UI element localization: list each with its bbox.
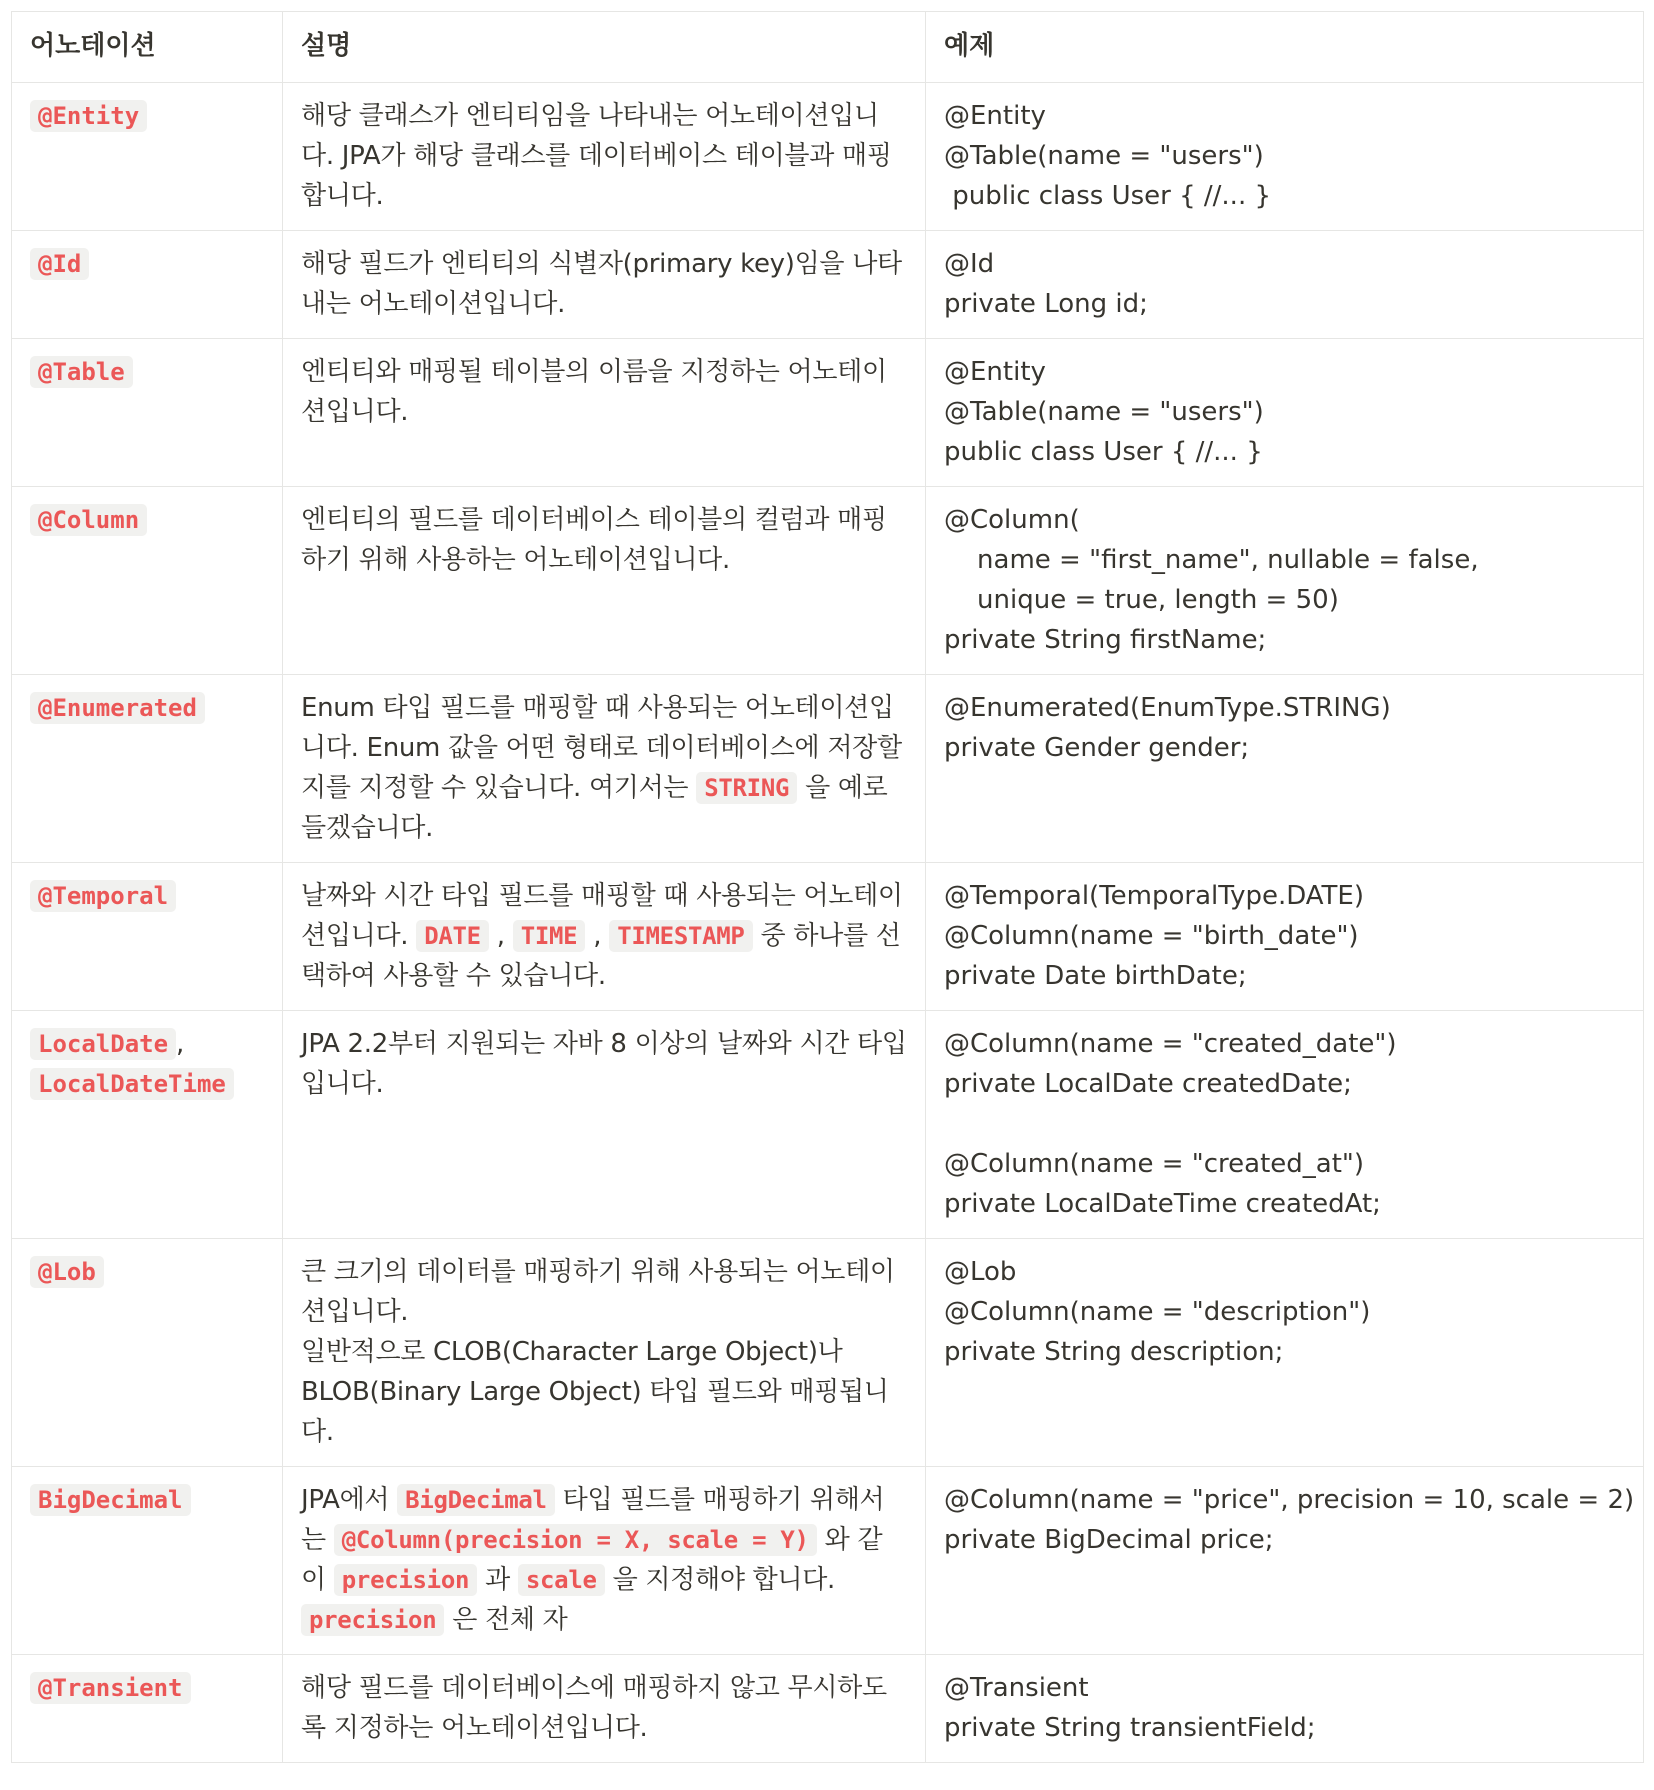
description-text: 을 예로 들겠습니다. <box>301 773 888 843</box>
example-line: @Transient <box>944 1673 1089 1703</box>
example-line: @Id <box>944 249 995 279</box>
example-cell <box>926 1239 1644 1467</box>
table-row <box>12 675 1644 863</box>
table-body <box>12 83 1644 1763</box>
header-example: 예제 <box>926 12 1644 83</box>
description-cell <box>283 1655 926 1763</box>
inline-code: precision <box>334 1564 477 1596</box>
example-line: @Column(name = "birth_date") <box>944 921 1359 951</box>
example-line: @Column(name = "price", precision = 10, scale = 2) <box>944 1485 1635 1515</box>
annotation-cell <box>12 675 283 863</box>
annotation-cell <box>12 863 283 1011</box>
description-cell <box>283 487 926 675</box>
description-text: 해당 클래스가 엔티티임을 나타내는 어노테이션입니다. JPA가 해당 클래스를 데이터베이스 테이블과 매핑합니다. <box>301 101 892 211</box>
annotation-code: @Temporal <box>30 880 176 912</box>
annotation-cell <box>12 231 283 339</box>
description-text: 와 같이 <box>301 1525 883 1595</box>
example-line: public class User { //... } <box>944 437 1263 467</box>
description-text: 날짜와 시간 타입 필드를 매핑할 때 사용되는 어노테이션입니다. <box>301 881 903 951</box>
annotation-cell <box>12 487 283 675</box>
example-cell <box>926 1467 1644 1655</box>
annotation-cell <box>12 339 283 487</box>
example-line: @Column(name = "created_date") <box>944 1029 1397 1059</box>
description-cell <box>283 339 926 487</box>
inline-code: precision <box>301 1604 444 1636</box>
header-row <box>12 12 1644 83</box>
table-row <box>12 83 1644 231</box>
inline-code: STRING <box>696 772 797 804</box>
inline-code: TIME <box>513 920 586 952</box>
example-line: unique = true, length = 50) <box>944 585 1339 615</box>
description-text: JPA 2.2부터 지원되는 자바 8 이상의 날짜와 시간 타입입니다. <box>301 1029 907 1099</box>
description-cell <box>283 83 926 231</box>
table-row <box>12 1239 1644 1467</box>
example-cell <box>926 487 1644 675</box>
annotation-code: @Entity <box>30 100 147 132</box>
description-cell <box>283 1467 926 1655</box>
annotation-code: @Transient <box>30 1672 191 1704</box>
example-cell <box>926 83 1644 231</box>
inline-code: @Column(precision = X, scale = Y) <box>334 1524 817 1556</box>
description-text: 을 지정해야 합니다. <box>604 1565 836 1595</box>
annotation-code: @Lob <box>30 1256 104 1288</box>
example-cell <box>926 231 1644 339</box>
description-text: Enum 타입 필드를 매핑할 때 사용되는 어노테이션입니다. Enum 값을 어떤 형태로 데이터베이스에 저장할지를 지정할 수 있습니다. 여기서는 <box>301 693 902 803</box>
example-cell <box>926 863 1644 1011</box>
example-line: private LocalDate createdDate; <box>944 1069 1352 1099</box>
annotation-code: BigDecimal <box>30 1484 191 1516</box>
description-text: 해당 필드를 데이터베이스에 매핑하지 않고 무시하도록 지정하는 어노테이션입니다. <box>301 1673 887 1743</box>
description-text: , <box>488 921 513 951</box>
example-cell <box>926 339 1644 487</box>
description-text: 엔티티의 필드를 데이터베이스 테이블의 컬럼과 매핑하기 위해 사용하는 어노테이션입니다. <box>301 505 887 575</box>
table-row <box>12 231 1644 339</box>
example-line: @Entity <box>944 101 1046 131</box>
example-line: @Table(name = "users") <box>944 397 1264 427</box>
description-cell <box>283 231 926 339</box>
inline-code: DATE <box>416 920 489 952</box>
annotation-cell <box>12 1467 283 1655</box>
description-text: 은 전체 자 <box>444 1605 568 1635</box>
example-line <box>944 1104 1625 1144</box>
table-row <box>12 863 1644 1011</box>
description-cell <box>283 675 926 863</box>
description-cell <box>283 1011 926 1239</box>
header-description: 설명 <box>283 12 926 83</box>
annotation-cell <box>12 1011 283 1239</box>
annotation-cell <box>12 1655 283 1763</box>
example-line: @Entity <box>944 357 1046 387</box>
annotation-code: @Enumerated <box>30 692 205 724</box>
annotation-code: LocalDateTime <box>30 1068 234 1100</box>
example-line: @Column(name = "description") <box>944 1297 1371 1327</box>
description-cell <box>283 1239 926 1467</box>
example-line: public class User { //... } <box>944 181 1272 211</box>
example-line: private String transientField; <box>944 1713 1316 1743</box>
description-text: 큰 크기의 데이터를 매핑하기 위해 사용되는 어노테이션입니다. <box>301 1257 895 1327</box>
annotation-code: @Id <box>30 248 89 280</box>
inline-code: scale <box>518 1564 605 1596</box>
annotation-cell <box>12 1239 283 1467</box>
example-line: private Date birthDate; <box>944 961 1247 991</box>
description-text: 일반적으로 CLOB(Character Large Object)나 BLOB(Binary Large Object) 타입 필드와 매핑됩니다. <box>301 1337 889 1447</box>
annotation-code: @Column <box>30 504 147 536</box>
example-line: @Column(name = "created_at") <box>944 1149 1364 1179</box>
annotation-code: LocalDate <box>30 1028 176 1060</box>
example-line: @Enumerated(EnumType.STRING) <box>944 693 1391 723</box>
description-text: 중 하나를 선택하여 사용할 수 있습니다. <box>301 921 901 991</box>
example-cell <box>926 1011 1644 1239</box>
description-text: 엔티티와 매핑될 테이블의 이름을 지정하는 어노테이션입니다. <box>301 357 887 427</box>
example-line: private LocalDateTime createdAt; <box>944 1189 1381 1219</box>
table-row <box>12 487 1644 675</box>
table-row <box>12 1011 1644 1239</box>
annotation-table <box>11 11 1644 1763</box>
header-annotation: 어노테이션 <box>12 12 283 83</box>
example-cell <box>926 675 1644 863</box>
example-line: @Column( <box>944 505 1080 535</box>
example-line: private Long id; <box>944 289 1148 319</box>
annotation-code: @Table <box>30 356 133 388</box>
description-text: 타입 필드를 매핑하기 위해서는 <box>301 1485 885 1555</box>
example-line: @Temporal(TemporalType.DATE) <box>944 881 1364 911</box>
example-line: private Gender gender; <box>944 733 1250 763</box>
description-cell <box>283 863 926 1011</box>
table-row <box>12 339 1644 487</box>
description-text: 과 <box>477 1565 518 1595</box>
table-row <box>12 1467 1644 1655</box>
example-line: private String firstName; <box>944 625 1267 655</box>
example-line: name = "first_name", nullable = false, <box>944 545 1479 575</box>
example-line: private String description; <box>944 1337 1284 1367</box>
example-line: @Table(name = "users") <box>944 141 1264 171</box>
example-cell <box>926 1655 1644 1763</box>
annotation-cell <box>12 83 283 231</box>
description-text: 해당 필드가 엔티티의 식별자(primary key)임을 나타내는 어노테이션입니다. <box>301 249 902 319</box>
description-text: JPA에서 <box>301 1485 398 1515</box>
table-row <box>12 1655 1644 1763</box>
inline-code: BigDecimal <box>397 1484 555 1516</box>
example-line: @Lob <box>944 1257 1017 1287</box>
description-text: , <box>585 921 610 951</box>
inline-code: TIMESTAMP <box>609 920 752 952</box>
example-line: private BigDecimal price; <box>944 1525 1274 1555</box>
separator: , <box>176 1029 185 1059</box>
